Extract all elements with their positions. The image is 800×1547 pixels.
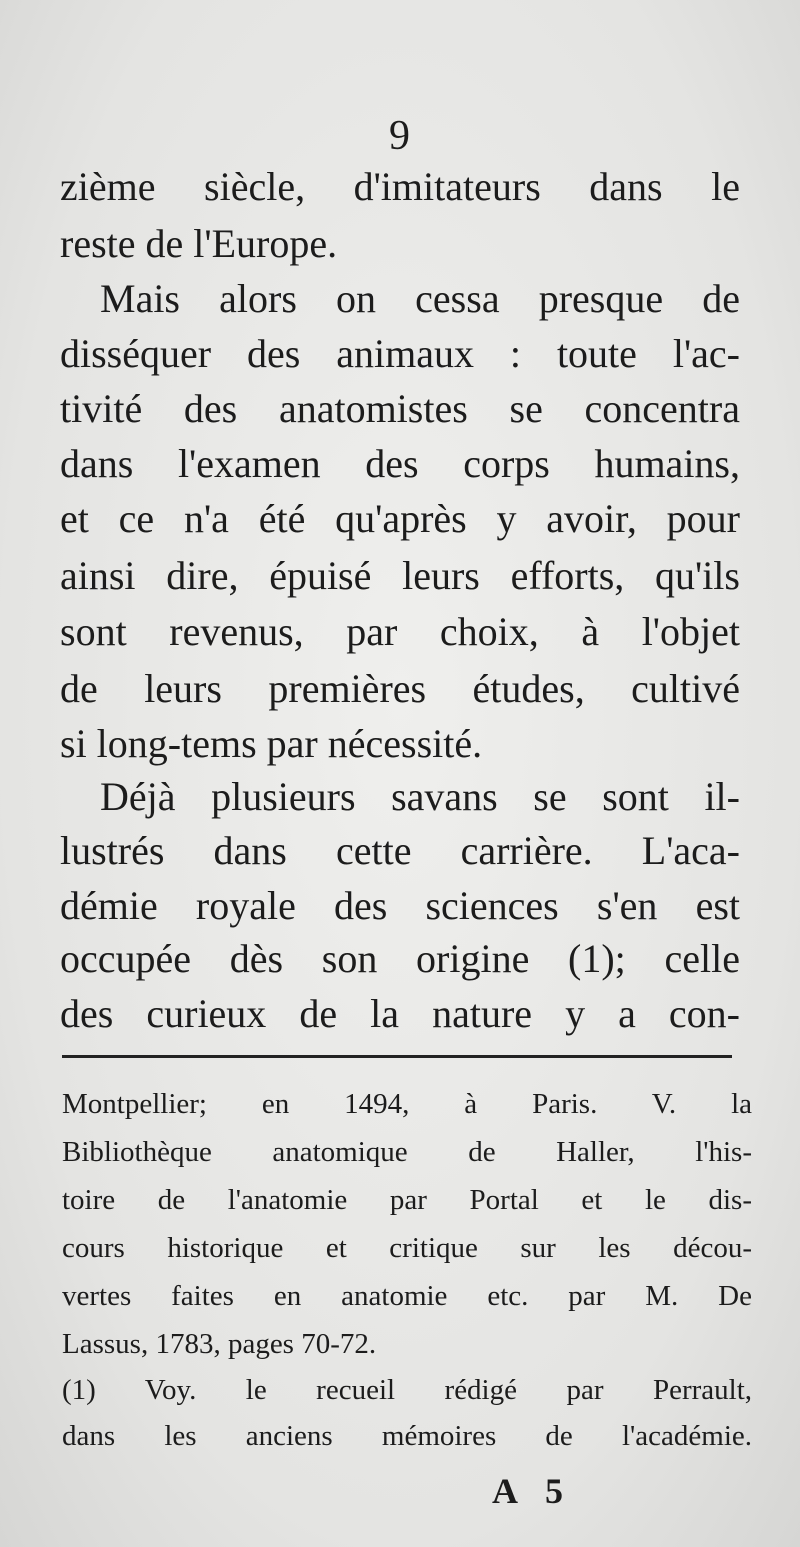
text-line: des curieux de la nature y a con- xyxy=(60,991,740,1036)
footnote-line: Montpellier; en 1494, à Paris. V. la xyxy=(62,1088,752,1120)
footnote-line: Bibliothèque anatomique de Haller, l'his- xyxy=(62,1136,752,1168)
text-line: de leurs premières études, cultivé xyxy=(60,666,740,711)
text-line: sont revenus, par choix, à l'objet xyxy=(60,609,740,654)
footnote-line: toire de l'anatomie par Portal et le dis- xyxy=(62,1184,752,1216)
text-line: Déjà plusieurs savans se sont il- xyxy=(100,774,740,819)
footnote-line: Lassus, 1783, pages 70-72. xyxy=(62,1328,377,1360)
text-line: zième siècle, d'imitateurs dans le xyxy=(60,164,740,209)
text-line: démie royale des sciences s'en est xyxy=(60,883,740,928)
text-line: ainsi dire, épuisé leurs efforts, qu'ils xyxy=(60,553,740,598)
text-line: tivité des anatomistes se concentra xyxy=(60,386,740,431)
footnote-line: vertes faites en anatomie etc. par M. De xyxy=(62,1280,752,1312)
text-line: dans l'examen des corps humains, xyxy=(60,441,740,486)
signature-mark: A 5 xyxy=(492,1471,574,1511)
text-line: occupée dès son origine (1); celle xyxy=(60,936,740,981)
text-line: Mais alors on cessa presque de xyxy=(100,276,740,321)
text-line: disséquer des animaux : toute l'ac- xyxy=(60,331,740,376)
footnote-line: (1) Voy. le recueil rédigé par Perrault, xyxy=(62,1374,752,1406)
footnote-line: dans les anciens mémoires de l'académie. xyxy=(62,1420,752,1452)
footnote-line: cours historique et critique sur les décou- xyxy=(62,1232,752,1264)
text-line: reste de l'Europe. xyxy=(60,221,338,266)
footnote-divider xyxy=(62,1055,732,1058)
text-line: lustrés dans cette carrière. L'aca- xyxy=(60,828,740,873)
text-line: et ce n'a été qu'après y avoir, pour xyxy=(60,496,740,541)
text-line: si long-tems par nécessité. xyxy=(60,721,483,766)
page-number: 9 xyxy=(389,113,411,159)
